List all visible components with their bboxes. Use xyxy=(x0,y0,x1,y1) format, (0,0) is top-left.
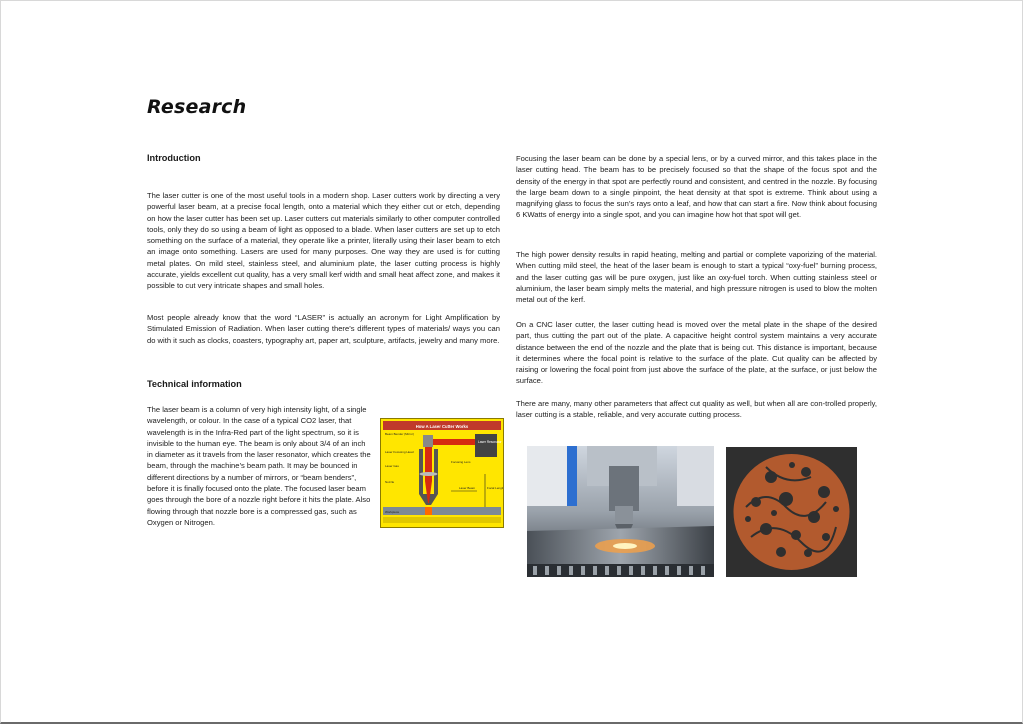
label-focusing-lens: Focusing Lens xyxy=(451,460,471,464)
label-nozzle: Nozzle xyxy=(385,480,395,484)
label-laser-focusing-head: Laser Focusing Head xyxy=(385,450,414,454)
introduction-paragraph-2: Most people already know that the word “LASER” is actually an acronym for Light Amplification by Stimulated Emission of Radiation. When laser cutting there’s different types of materials/ ways you can do with it such as clocks, coasters, typography art, paper art, sculpture, artifacts, jewelry and many more. xyxy=(147,313,500,345)
label-beam-bender: Beam Bender (Mirror) xyxy=(385,432,415,436)
right-paragraph-3: On a CNC laser cutter, the laser cutting head is moved over the metal plate in the shape of the desired part, thus cutting the part out of the plate. A capacitive height control system maintains a very accurate distance between the end of the nozzle and the plate that is being cut. This distance is important, because it determines where the focal point is relative to the surface of the plate. Cut quality can be affected by raising or lowering the focal point from just above the surface of the plate, at the surface, or just below the surface. xyxy=(516,320,877,386)
laser-diagram-svg xyxy=(381,419,503,527)
label-workpiece: Workpiece xyxy=(385,510,400,514)
introduction-heading: Introduction xyxy=(147,153,201,163)
label-focal-length: Focal Length xyxy=(487,486,503,490)
laser-cut-floral-disc-photo xyxy=(726,447,857,577)
laser-cutting-head-photo xyxy=(527,446,714,577)
label-laser-resonator: Laser Resonator xyxy=(478,440,502,444)
technical-heading: Technical information xyxy=(147,379,242,389)
label-laser-gas: Laser Gas xyxy=(385,464,399,468)
right-paragraph-1: Focusing the laser beam can be done by a special lens, or by a curved mirror, and this takes place in the laser cutting head. The beam has to be precisely focused so that the shape of the focus spot and the density of the energy in that spot are perfectly round and consistent, and centred in the nozzle. By focusing the large beam down to a single pinpoint, the heat density at that spot is extreme. Think about using a magnifying glass to focus the sun’s rays onto a leaf, and how that can start a fire. Now think about focusing 6 KWatts of energy into a single spot, and you can imagine how hot that spot will get. xyxy=(516,154,877,220)
technical-paragraph: The laser beam is a column of very high intensity light, of a single wavelength, or colour. In the case of a typical CO2 laser, that wavelength is in the Infra-Red part of the light spectrum, so it is invisible to the human eye. The beam is only about 3/4 of an inch in diameter as it travels from the laser resonator, which creates the beam, through the machine’s beam path. It may be bounced in different directions by a number of mirrors, or “beam benders”, before it is finally focused onto the plate. The focused laser beam goes through the bore of a nozzle right before it hits the plate. Also flowing through that nozzle bore is a compressed gas, such as Oxygen or Nitrogen. xyxy=(147,405,371,527)
introduction-paragraph-1: The laser cutter is one of the most useful tools in a modern shop. Laser cutters work by directing a very powerful laser beam, at a precise focal length, onto a material which they either cut or etch, depending on how the laser cutter has been set up. Laser cutters cut materials similarly to other computer controlled tools, only they do so using a beam of light as opposed to a blade. When laser cutters are set up to etch something on the surface of a material, they operate like a printer, literally using their laser beam to etch an image onto something. Lasers are used for many purposes. One way they are used is for cutting metal plates. On mild steel, stainless steel, and aluminium plate, the laser cutting process is highly accurate, yields excellent cut quality, has a very small kerf width and small heat affect zone, and makes it possible to cut very intricate shapes and small holes. xyxy=(147,191,500,291)
diagram-title: How A Laser Cutter Works xyxy=(415,424,469,429)
right-paragraph-4: There are many, many other parameters that affect cut quality as well, but when all are con-trolled properly, laser cutting is a stable, reliable, and very accurate cutting process. xyxy=(516,399,877,420)
right-paragraph-2: The high power density results in rapid heating, melting and partial or complete vaporizing of the material. When cutting mild steel, the heat of the laser beam is enough to start a typical “oxy-fuel” burning process, and the laser cutting gas will be pure oxygen, just like an oxy-fuel torch. When cutting stainless steel or aluminium, the laser beam simply melts the material, and high pressure nitrogen is used to blow the molten metal out of the kerf. xyxy=(516,250,877,305)
laser-cutter-diagram xyxy=(380,418,504,528)
page-title: Research xyxy=(147,96,247,118)
label-laser-beam: Laser Beam xyxy=(459,486,476,490)
